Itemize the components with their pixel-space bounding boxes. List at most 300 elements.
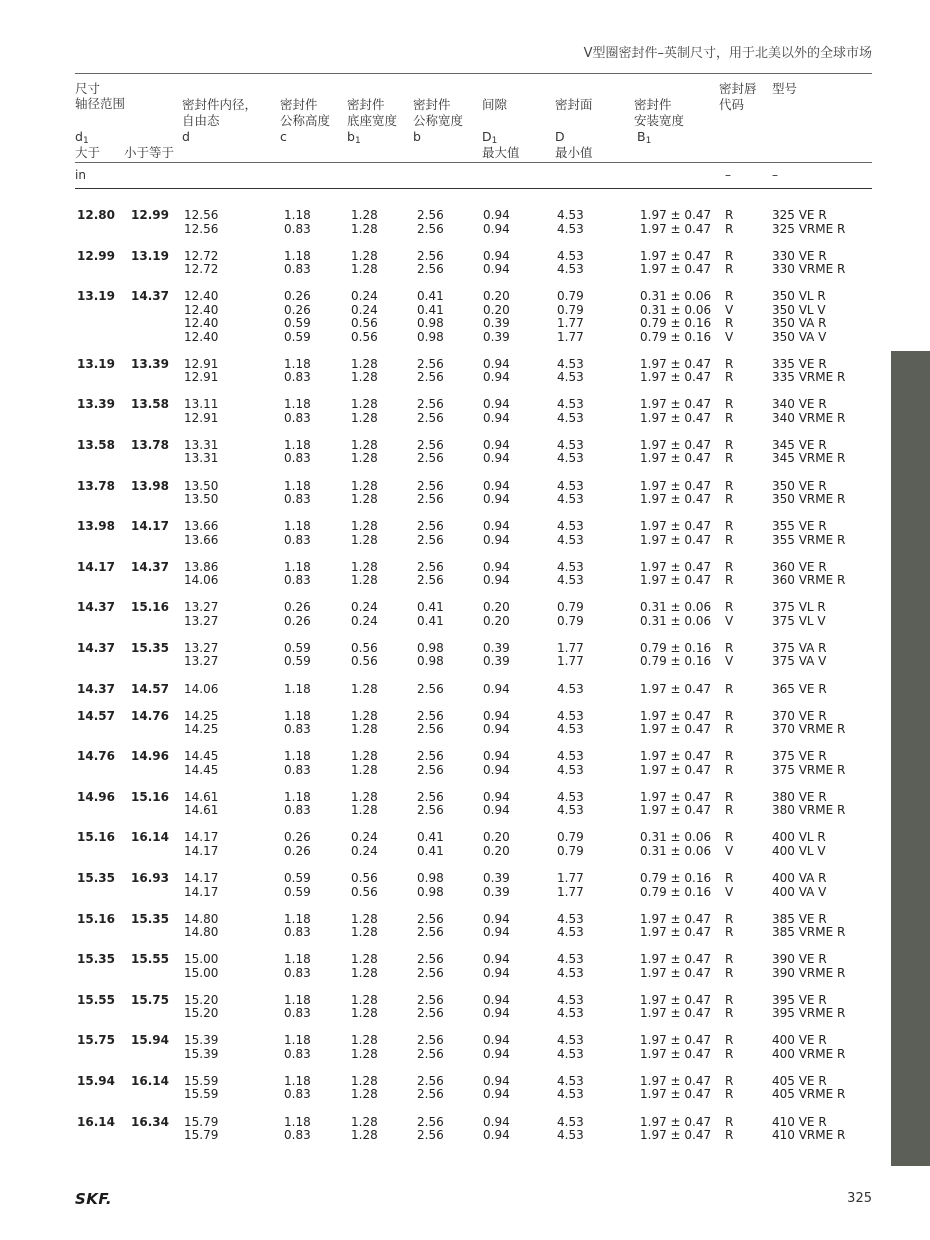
inner-diameter-cell: 13.27 [184, 640, 219, 655]
clearance-cell: 0.94 [483, 925, 510, 940]
shaft-incl-cell: 15.35 [131, 911, 169, 926]
height-cell: 1.18 [284, 992, 311, 1007]
lip-code-cell: R [725, 316, 734, 331]
shaft-over-cell: 14.37 [77, 600, 115, 615]
base-width-cell: 0.56 [351, 871, 378, 885]
unit-size: in [75, 168, 86, 182]
install-width-cell: 1.97 ± 0.47 [640, 1046, 712, 1061]
inner-diameter-cell: 15.59 [184, 1073, 219, 1088]
lip-code-cell: R [725, 722, 734, 737]
inner-diameter-cell: 12.40 [184, 289, 219, 304]
model-cell: 375 VA R [772, 640, 827, 655]
lip-code-cell: V [725, 329, 734, 344]
lip-code-cell: R [725, 478, 734, 493]
inner-diameter-cell: 15.00 [184, 952, 219, 967]
counterface-cell: 4.53 [557, 1046, 584, 1061]
install-width-cell: 0.79 ± 0.16 [640, 640, 712, 655]
install-width-cell: 1.97 ± 0.47 [640, 370, 712, 385]
lip-code-cell: R [725, 262, 734, 277]
inner-diameter-cell: 12.72 [184, 248, 219, 263]
width-cell: 2.56 [417, 1128, 444, 1143]
model-cell: 330 VE R [772, 248, 827, 263]
clearance-cell: 0.94 [483, 410, 510, 425]
counterface-cell: 0.79 [557, 600, 584, 615]
height-cell: 1.18 [284, 749, 311, 764]
inner-diameter-cell: 15.00 [184, 965, 219, 980]
table-line [0, 263, 930, 277]
width-cell: 0.41 [417, 302, 444, 317]
clearance-cell: 0.94 [483, 1128, 510, 1143]
inner-diameter-cell: 12.91 [184, 356, 219, 371]
install-width-cell: 1.97 ± 0.47 [640, 262, 712, 277]
table-line [0, 872, 930, 886]
install-width-cell: 0.31 ± 0.06 [640, 830, 712, 845]
base-width-cell: 1.28 [351, 437, 378, 452]
install-width-cell: 1.97 ± 0.47 [640, 803, 712, 818]
col-incl-label: 小于等于 [124, 145, 175, 160]
table-line [0, 493, 930, 507]
height-cell: 0.83 [284, 1087, 311, 1102]
inner-diameter-cell: 14.06 [184, 681, 219, 696]
lip-code-cell: R [725, 559, 734, 574]
table-row [0, 561, 930, 588]
clearance-cell: 0.39 [483, 329, 510, 344]
height-cell: 0.83 [284, 1128, 311, 1143]
base-width-cell: 0.56 [351, 316, 378, 331]
clearance-cell: 0.94 [483, 262, 510, 277]
lip-code-cell: R [725, 925, 734, 940]
model-cell: 355 VE R [772, 519, 827, 534]
model-cell: 400 VE R [772, 1033, 827, 1048]
model-cell: 375 VA V [772, 654, 827, 669]
shaft-over-cell: 15.94 [77, 1073, 115, 1088]
table-row [0, 290, 930, 344]
model-cell: 340 VE R [772, 397, 827, 412]
height-cell: 1.18 [284, 1033, 311, 1048]
counterface-cell: 4.53 [557, 262, 584, 277]
base-width-cell: 1.28 [351, 803, 378, 818]
shaft-incl-cell: 13.98 [131, 478, 169, 493]
col-D-symbol: D [555, 129, 565, 144]
clearance-cell: 0.94 [483, 573, 510, 588]
lip-code-cell: R [725, 451, 734, 466]
height-cell: 1.18 [284, 248, 311, 263]
lip-code-cell: R [725, 871, 734, 885]
col-free-state-label: 自由态 [182, 113, 220, 128]
width-cell: 2.56 [417, 965, 444, 980]
width-cell: 2.56 [417, 532, 444, 547]
table-line [0, 398, 930, 412]
install-width-cell: 0.79 ± 0.16 [640, 654, 712, 669]
header-mid-rule [75, 162, 872, 163]
table-row [0, 520, 930, 547]
counterface-cell: 4.53 [557, 410, 584, 425]
lip-code-cell: R [725, 370, 734, 385]
table-line [0, 710, 930, 724]
table-line [0, 913, 930, 927]
width-cell: 2.56 [417, 248, 444, 263]
table-line [0, 1034, 930, 1048]
table-line [0, 994, 930, 1008]
install-width-cell: 1.97 ± 0.47 [640, 749, 712, 764]
model-cell: 335 VRME R [772, 370, 846, 385]
height-cell: 0.83 [284, 965, 311, 980]
base-width-cell: 1.28 [351, 451, 378, 466]
width-cell: 0.98 [417, 316, 444, 331]
width-cell: 2.56 [417, 451, 444, 466]
install-width-cell: 1.97 ± 0.47 [640, 532, 712, 547]
clearance-cell: 0.94 [483, 1046, 510, 1061]
clearance-cell: 0.94 [483, 478, 510, 493]
table-line [0, 791, 930, 805]
table-line [0, 250, 930, 264]
height-cell: 1.18 [284, 478, 311, 493]
height-cell: 0.83 [284, 221, 311, 236]
height-cell: 0.59 [284, 871, 311, 885]
model-cell: 400 VA V [772, 884, 827, 899]
base-width-cell: 1.28 [351, 1033, 378, 1048]
table-line [0, 967, 930, 981]
counterface-cell: 0.79 [557, 613, 584, 628]
inner-diameter-cell: 15.20 [184, 992, 219, 1007]
lip-code-cell: R [725, 952, 734, 967]
table-row [0, 683, 930, 697]
shaft-over-cell: 15.16 [77, 911, 115, 926]
install-width-cell: 1.97 ± 0.47 [640, 248, 712, 263]
lip-code-cell: R [725, 437, 734, 452]
height-cell: 0.83 [284, 1006, 311, 1021]
col-b-symbol: b [413, 129, 421, 144]
model-cell: 380 VRME R [772, 803, 846, 818]
inner-diameter-cell: 15.79 [184, 1128, 219, 1143]
col-base-label-2: 底座宽度 [347, 113, 398, 128]
install-width-cell: 1.97 ± 0.47 [640, 221, 712, 236]
shaft-over-cell: 14.37 [77, 640, 115, 655]
counterface-cell: 4.53 [557, 370, 584, 385]
counterface-cell: 0.79 [557, 843, 584, 858]
clearance-cell: 0.94 [483, 1114, 510, 1129]
width-cell: 2.56 [417, 722, 444, 737]
col-width-label-1: 密封件 [413, 97, 451, 112]
width-cell: 2.56 [417, 437, 444, 452]
clearance-cell: 0.94 [483, 681, 510, 696]
col-shaft-range-label: 轴径范围 [75, 96, 126, 111]
width-cell: 2.56 [417, 992, 444, 1007]
col-lip-label-1: 密封唇 [719, 81, 757, 96]
counterface-cell: 0.79 [557, 289, 584, 304]
inner-diameter-cell: 14.80 [184, 911, 219, 926]
shaft-over-cell: 14.76 [77, 749, 115, 764]
base-width-cell: 1.28 [351, 370, 378, 385]
clearance-cell: 0.94 [483, 532, 510, 547]
install-width-cell: 0.79 ± 0.16 [640, 329, 712, 344]
height-cell: 0.59 [284, 316, 311, 331]
lip-code-cell: R [725, 1006, 734, 1021]
model-cell: 340 VRME R [772, 410, 846, 425]
col-min-label: 最小值 [555, 145, 593, 160]
clearance-cell: 0.94 [483, 356, 510, 371]
inner-diameter-cell: 13.27 [184, 600, 219, 615]
inner-diameter-cell: 14.45 [184, 749, 219, 764]
shaft-over-cell: 15.16 [77, 830, 115, 845]
base-width-cell: 0.24 [351, 600, 378, 615]
base-width-cell: 1.28 [351, 262, 378, 277]
lip-code-cell: R [725, 573, 734, 588]
width-cell: 0.41 [417, 289, 444, 304]
shaft-incl-cell: 15.55 [131, 952, 169, 967]
counterface-cell: 4.53 [557, 1128, 584, 1143]
table-row [0, 642, 930, 669]
shaft-over-cell: 16.14 [77, 1114, 115, 1129]
width-cell: 2.56 [417, 925, 444, 940]
table-line [0, 886, 930, 900]
counterface-cell: 4.53 [557, 1087, 584, 1102]
counterface-cell: 4.53 [557, 1033, 584, 1048]
clearance-cell: 0.94 [483, 248, 510, 263]
lip-code-cell: R [725, 600, 734, 615]
lip-code-cell: R [725, 965, 734, 980]
col-install-label-1: 密封件 [634, 97, 672, 112]
shaft-over-cell: 13.19 [77, 289, 115, 304]
clearance-cell: 0.20 [483, 843, 510, 858]
inner-diameter-cell: 13.11 [184, 397, 219, 412]
counterface-cell: 4.53 [557, 573, 584, 588]
width-cell: 2.56 [417, 749, 444, 764]
model-cell: 395 VE R [772, 992, 827, 1007]
table-line [0, 1075, 930, 1089]
dimension-table [0, 209, 930, 1156]
shaft-over-cell: 15.55 [77, 992, 115, 1007]
width-cell: 0.98 [417, 654, 444, 669]
table-row [0, 750, 930, 777]
model-cell: 395 VRME R [772, 1006, 846, 1021]
height-cell: 0.83 [284, 803, 311, 818]
counterface-cell: 4.53 [557, 1073, 584, 1088]
table-line [0, 358, 930, 372]
shaft-incl-cell: 15.94 [131, 1033, 169, 1048]
col-height-label-1: 密封件 [280, 97, 318, 112]
height-cell: 0.59 [284, 654, 311, 669]
clearance-cell: 0.94 [483, 1006, 510, 1021]
shaft-incl-cell: 15.35 [131, 640, 169, 655]
install-width-cell: 1.97 ± 0.47 [640, 519, 712, 534]
base-width-cell: 0.24 [351, 289, 378, 304]
clearance-cell: 0.94 [483, 789, 510, 804]
shaft-incl-cell: 16.14 [131, 1073, 169, 1088]
height-cell: 1.18 [284, 911, 311, 926]
install-width-cell: 1.97 ± 0.47 [640, 1006, 712, 1021]
table-line [0, 209, 930, 223]
lip-code-cell: V [725, 843, 734, 858]
base-width-cell: 1.28 [351, 762, 378, 777]
width-cell: 0.98 [417, 884, 444, 899]
table-line [0, 953, 930, 967]
base-width-cell: 1.28 [351, 478, 378, 493]
install-width-cell: 0.79 ± 0.16 [640, 316, 712, 331]
base-width-cell: 1.28 [351, 749, 378, 764]
install-width-cell: 1.97 ± 0.47 [640, 397, 712, 412]
install-width-cell: 0.31 ± 0.06 [640, 843, 712, 858]
install-width-cell: 1.97 ± 0.47 [640, 1128, 712, 1143]
shaft-over-cell: 13.98 [77, 519, 115, 534]
lip-code-cell: R [725, 789, 734, 804]
base-width-cell: 1.28 [351, 681, 378, 696]
table-row [0, 1034, 930, 1061]
model-cell: 380 VE R [772, 789, 827, 804]
shaft-over-cell: 14.96 [77, 789, 115, 804]
model-cell: 350 VL V [772, 302, 826, 317]
col-over-label: 大于 [75, 145, 101, 160]
install-width-cell: 1.97 ± 0.47 [640, 492, 712, 507]
base-width-cell: 1.28 [351, 1006, 378, 1021]
shaft-incl-cell: 14.96 [131, 749, 169, 764]
table-line [0, 845, 930, 859]
lip-code-cell: R [725, 221, 734, 236]
lip-code-cell: R [725, 762, 734, 777]
lip-code-cell: R [725, 830, 734, 845]
install-width-cell: 1.97 ± 0.47 [640, 965, 712, 980]
shaft-over-cell: 15.35 [77, 952, 115, 967]
width-cell: 2.56 [417, 911, 444, 926]
width-cell: 0.98 [417, 640, 444, 655]
model-cell: 375 VL R [772, 600, 826, 615]
counterface-cell: 4.53 [557, 722, 584, 737]
table-row [0, 480, 930, 507]
inner-diameter-cell: 12.56 [184, 221, 219, 236]
height-cell: 0.83 [284, 532, 311, 547]
height-cell: 0.26 [284, 830, 311, 845]
col-install-label-2: 安装宽度 [634, 113, 685, 128]
base-width-cell: 1.28 [351, 221, 378, 236]
inner-diameter-cell: 13.31 [184, 437, 219, 452]
counterface-cell: 4.53 [557, 451, 584, 466]
install-width-cell: 1.97 ± 0.47 [640, 410, 712, 425]
height-cell: 0.83 [284, 925, 311, 940]
table-row [0, 791, 930, 818]
col-lip-label-2: 代码 [719, 97, 745, 112]
unit-model: – [772, 168, 778, 182]
lip-code-cell: V [725, 613, 734, 628]
counterface-cell: 1.77 [557, 316, 584, 331]
shaft-over-cell: 13.58 [77, 437, 115, 452]
counterface-cell: 1.77 [557, 654, 584, 669]
install-width-cell: 1.97 ± 0.47 [640, 451, 712, 466]
col-b1-symbol: $b_1$ [347, 129, 361, 146]
clearance-cell: 0.94 [483, 492, 510, 507]
height-cell: 0.83 [284, 573, 311, 588]
model-cell: 355 VRME R [772, 532, 846, 547]
height-cell: 0.83 [284, 370, 311, 385]
shaft-incl-cell: 13.78 [131, 437, 169, 452]
model-cell: 410 VRME R [772, 1128, 846, 1143]
counterface-cell: 4.53 [557, 762, 584, 777]
clearance-cell: 0.94 [483, 762, 510, 777]
shaft-incl-cell: 14.76 [131, 708, 169, 723]
width-cell: 2.56 [417, 492, 444, 507]
height-cell: 1.18 [284, 789, 311, 804]
table-line [0, 534, 930, 548]
counterface-cell: 4.53 [557, 1114, 584, 1129]
counterface-cell: 4.53 [557, 208, 584, 222]
height-cell: 1.18 [284, 356, 311, 371]
inner-diameter-cell: 15.79 [184, 1114, 219, 1129]
clearance-cell: 0.94 [483, 1033, 510, 1048]
width-cell: 2.56 [417, 1114, 444, 1129]
install-width-cell: 1.97 ± 0.47 [640, 1033, 712, 1048]
clearance-cell: 0.20 [483, 613, 510, 628]
model-cell: 345 VRME R [772, 451, 846, 466]
col-max-label: 最大值 [482, 145, 520, 160]
base-width-cell: 1.28 [351, 992, 378, 1007]
clearance-cell: 0.94 [483, 437, 510, 452]
table-line [0, 290, 930, 304]
width-cell: 2.56 [417, 789, 444, 804]
install-width-cell: 0.31 ± 0.06 [640, 302, 712, 317]
table-line [0, 452, 930, 466]
install-width-cell: 0.31 ± 0.06 [640, 600, 712, 615]
shaft-over-cell: 14.17 [77, 559, 115, 574]
inner-diameter-cell: 14.17 [184, 871, 219, 885]
inner-diameter-cell: 13.27 [184, 654, 219, 669]
width-cell: 2.56 [417, 803, 444, 818]
col-d-symbol: d [182, 129, 190, 144]
shaft-over-cell: 14.57 [77, 708, 115, 723]
inner-diameter-cell: 12.56 [184, 208, 219, 222]
inner-diameter-cell: 12.72 [184, 262, 219, 277]
inner-diameter-cell: 14.45 [184, 762, 219, 777]
counterface-cell: 4.53 [557, 681, 584, 696]
model-cell: 375 VRME R [772, 762, 846, 777]
base-width-cell: 1.28 [351, 1128, 378, 1143]
lip-code-cell: V [725, 654, 734, 669]
install-width-cell: 1.97 ± 0.47 [640, 573, 712, 588]
height-cell: 0.26 [284, 289, 311, 304]
inner-diameter-cell: 14.17 [184, 884, 219, 899]
counterface-cell: 4.53 [557, 532, 584, 547]
model-cell: 325 VE R [772, 208, 827, 222]
table-row [0, 439, 930, 466]
table-line [0, 561, 930, 575]
header-bottom-rule [75, 188, 872, 189]
lip-code-cell: R [725, 1087, 734, 1102]
lip-code-cell: R [725, 519, 734, 534]
lip-code-cell: R [725, 992, 734, 1007]
clearance-cell: 0.94 [483, 208, 510, 222]
col-width-label-2: 公称宽度 [413, 113, 464, 128]
base-width-cell: 1.28 [351, 1073, 378, 1088]
inner-diameter-cell: 13.66 [184, 532, 219, 547]
counterface-cell: 1.77 [557, 640, 584, 655]
model-cell: 350 VA V [772, 329, 827, 344]
counterface-cell: 4.53 [557, 519, 584, 534]
shaft-incl-cell: 14.57 [131, 681, 169, 696]
shaft-over-cell: 12.99 [77, 248, 115, 263]
table-row [0, 1116, 930, 1143]
clearance-cell: 0.39 [483, 871, 510, 885]
width-cell: 0.41 [417, 613, 444, 628]
install-width-cell: 0.31 ± 0.06 [640, 289, 712, 304]
lip-code-cell: R [725, 1128, 734, 1143]
base-width-cell: 0.56 [351, 884, 378, 899]
table-line [0, 480, 930, 494]
table-row [0, 913, 930, 940]
table-line [0, 804, 930, 818]
install-width-cell: 1.97 ± 0.47 [640, 208, 712, 222]
shaft-over-cell: 13.39 [77, 397, 115, 412]
model-cell: 370 VRME R [772, 722, 846, 737]
shaft-over-cell: 15.75 [77, 1033, 115, 1048]
counterface-cell: 1.77 [557, 329, 584, 344]
